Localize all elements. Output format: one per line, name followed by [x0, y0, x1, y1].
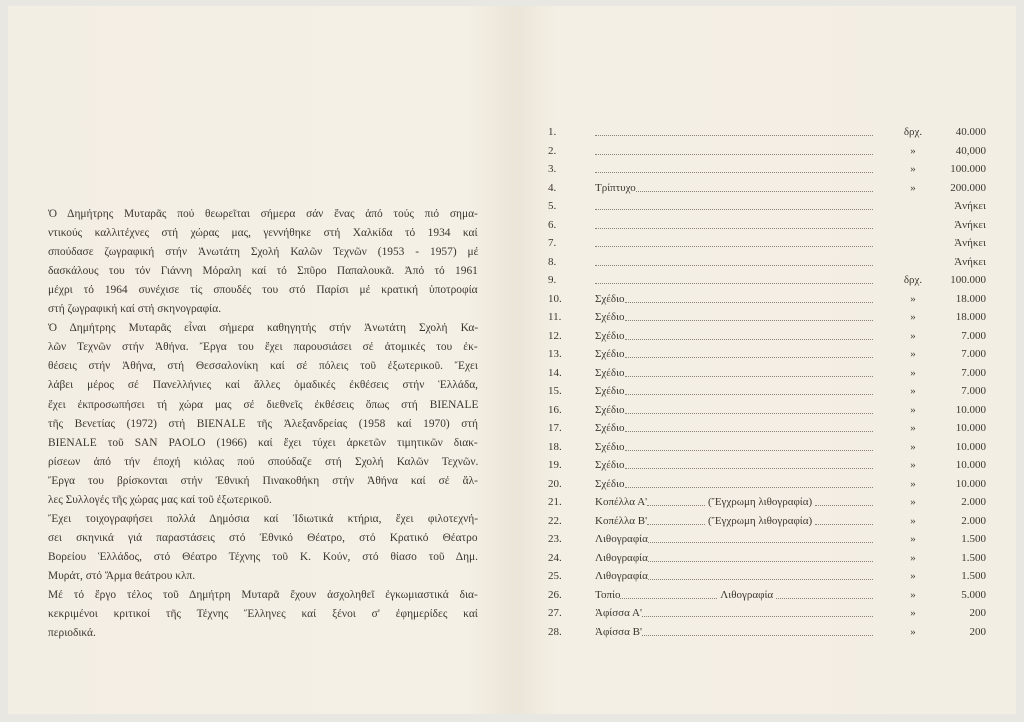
item-number: 23. — [548, 533, 562, 545]
item-description — [595, 143, 873, 155]
item-description — [595, 420, 873, 436]
price-list-row — [516, 217, 1016, 233]
item-number: 10. — [548, 292, 562, 305]
currency-label: » — [910, 385, 916, 397]
dotted-leader — [625, 383, 873, 395]
biography-line: ρίσεων ἀπό τήν ἐποχή κιόλας πού σπούδαζε στή Σχολή Καλῶν Τεχνῶν. — [48, 455, 479, 468]
item-title: Λιθογραφία — [595, 570, 648, 582]
item-price: 5.000 — [961, 588, 986, 601]
dotted-leader — [815, 513, 873, 525]
dotted-leader — [620, 587, 717, 599]
item-title: Ἀφίσσα Α' — [595, 607, 642, 619]
item-price: 7.000 — [961, 329, 986, 342]
price-list-row — [516, 494, 1016, 510]
dotted-leader — [595, 254, 873, 266]
biography-line: Ὁ Δημήτρης Μυταρᾶς πού θεωρεῖται σήμερα σάν ἕνας ἀπό τούς πιό σημα- — [48, 208, 478, 220]
currency-label: » — [910, 625, 916, 638]
item-title: Λιθογραφία — [595, 533, 648, 545]
item-description — [595, 309, 873, 325]
dotted-leader — [625, 402, 873, 414]
item-number: 4. — [548, 181, 557, 194]
dotted-leader — [595, 143, 873, 155]
currency-label: » — [910, 496, 916, 508]
biography-line: λῶν Τεχνῶν στήν Ἀθήνα. Ἔργα του ἔχει παρουσιάσει σέ ἀτομικές του ἐκ- — [48, 341, 478, 354]
item-number: 27. — [548, 607, 562, 619]
item-price: 10.000 — [955, 422, 986, 434]
price-list-row — [516, 587, 1016, 603]
item-description — [595, 161, 873, 173]
dotted-leader — [625, 365, 873, 377]
item-title: Σχέδιο — [595, 329, 625, 342]
dotted-leader — [648, 531, 873, 543]
currency-label: » — [910, 477, 916, 490]
dotted-leader — [625, 309, 873, 321]
currency-label: » — [910, 366, 916, 379]
item-price: 100.000 — [950, 274, 986, 286]
item-number: 19. — [548, 459, 562, 471]
dotted-leader — [595, 272, 873, 284]
right-page — [516, 6, 1016, 714]
item-description — [595, 272, 873, 284]
dotted-leader — [625, 291, 873, 303]
item-price: Ἀνήκει — [954, 200, 986, 212]
item-description — [595, 124, 873, 136]
item-description — [595, 217, 873, 229]
item-number: 11. — [548, 311, 562, 323]
item-description — [595, 587, 873, 603]
biography-line: ντικούς καλλιτέχνες στή χώρας μας, γεννήθηκε στή Χαλκίδα τό 1934 καί — [48, 227, 478, 240]
dotted-leader — [647, 494, 705, 506]
dotted-leader — [647, 513, 705, 525]
item-price: 1.500 — [961, 533, 986, 545]
biography-line: Ἔργα του βρίσκονται στήν Ἐθνική Πινακοθήκη στήν Ἀθήνα καί σέ ἄλ- — [48, 474, 478, 487]
price-list-row — [516, 550, 1016, 566]
biography-line: Μέ τό ἔργο τέλος τοῦ Δημήτρη Μυταρᾶ ἔχουν ἀσχοληθεῖ ἐγκωμιαστικά δια- — [48, 589, 478, 601]
item-note: Λιθογραφία — [720, 588, 774, 601]
item-price: 10.000 — [955, 403, 986, 416]
item-price: 7.000 — [961, 366, 986, 379]
item-number: 18. — [548, 440, 562, 453]
dotted-leader — [642, 624, 873, 636]
biography-line: σει σκηνικά γιά παραστάσεις στό Ἐθνικό Θέατρο, στό Κρατικό Θέατρο — [48, 531, 478, 544]
item-title: Σχέδιο — [595, 385, 625, 397]
item-price: 10.000 — [955, 477, 986, 490]
item-description — [595, 198, 873, 210]
biography-line: τῆς Βενετίας (1972) στή BIENALE τῆς Ἀλεξανδρείας (1958 καί 1970) στή — [48, 417, 478, 430]
biography-line: λάβει μέρος σέ Πανελλήνιες καί ἄλλες ὁμαδικές ἐκθέσεις στήν Ἑλλάδα, — [48, 379, 479, 392]
item-price: 1.500 — [961, 551, 986, 564]
item-number: 25. — [548, 570, 562, 582]
biography-line: ἔχει ἐκπροσωπήσει τή χώρα μας σέ διεθνεῖς ἐκθέσεις ὅπως στή BIENALE — [48, 398, 479, 411]
item-number: 16. — [548, 403, 562, 416]
dotted-leader — [595, 217, 873, 229]
item-number: 26. — [548, 588, 562, 601]
dotted-leader — [595, 161, 873, 173]
item-number: 5. — [548, 200, 557, 212]
price-list-row — [516, 161, 1016, 177]
currency-label: » — [910, 607, 916, 619]
item-price: Ἀνήκει — [954, 237, 986, 249]
item-description — [595, 550, 873, 566]
item-title: Σχέδιο — [595, 422, 625, 434]
price-list-row — [516, 254, 1016, 270]
biography-line: λες Συλλογές τῆς χώρας μας καί τοῦ ἐξωτερικοῦ. — [48, 493, 272, 506]
item-title: Ἀφίσσα Β' — [595, 625, 642, 638]
price-list-row — [516, 365, 1016, 381]
currency-label: » — [910, 588, 916, 601]
price-list-row — [516, 346, 1016, 362]
price-list-row — [516, 328, 1016, 344]
price-list-row — [516, 180, 1016, 196]
item-description — [595, 346, 873, 362]
item-title: Λιθογραφία — [595, 551, 648, 564]
currency-label: » — [910, 144, 916, 157]
item-number: 6. — [548, 218, 557, 231]
item-description — [595, 291, 873, 307]
item-number: 2. — [548, 144, 557, 157]
biography-line: σπούδασε ζωγραφική στήν Ἀνωτάτη Σχολή Καλῶν Τεχνῶν (1953 - 1957) μέ — [48, 246, 479, 259]
dotted-leader — [642, 605, 873, 617]
currency-label: » — [910, 329, 916, 342]
biography-line: BIENALE τοῦ SAN PAOLO (1966) καί ἔχει τύχει ἀρκετῶν τιμητικῶν διακ- — [48, 436, 478, 449]
currency-label: » — [910, 311, 916, 323]
item-description — [595, 605, 873, 621]
item-price: 10.000 — [955, 440, 986, 453]
item-description — [595, 494, 873, 510]
item-title: Σχέδιο — [595, 348, 625, 360]
item-note: (Ἔγχρωμη λιθογραφία) — [707, 496, 813, 508]
item-price: 18.000 — [955, 311, 986, 323]
price-list-row — [516, 420, 1016, 436]
item-number: 15. — [548, 385, 562, 397]
biography-line: δασκάλους του τόν Γιάννη Μόραλη καί τό Σπῦρο Παπαλουκᾶ. Ἀπό τό 1961 — [48, 265, 478, 278]
biography-line: στή ζωγραφική καί στή σκηνογραφία. — [48, 303, 222, 316]
item-number: 3. — [548, 163, 557, 175]
dotted-leader — [776, 587, 873, 599]
item-description — [595, 513, 873, 529]
price-list-row — [516, 309, 1016, 325]
currency-label: δρχ. — [903, 126, 923, 138]
item-price: 1.500 — [961, 570, 986, 582]
item-title: Σχέδιο — [595, 403, 625, 416]
item-title: Κοπέλλα Α' — [595, 496, 648, 508]
currency-label: δρχ. — [903, 274, 923, 286]
item-description — [595, 365, 873, 381]
item-title: Σχέδιο — [595, 477, 625, 490]
item-price: 40.000 — [955, 126, 986, 138]
price-list-row — [516, 143, 1016, 159]
item-title: Τοπίο — [595, 588, 621, 601]
item-price: 10.000 — [955, 459, 986, 471]
item-number: 17. — [548, 422, 562, 434]
item-title: Τρίπτυχο — [595, 181, 636, 194]
item-price: 200 — [969, 625, 986, 638]
price-list-row — [516, 198, 1016, 214]
biography-line: κεκριμένοι κριτικοί τῆς Τέχνης Ἕλληνες καί ξένοι σ' ἐφημερίδες καί — [48, 608, 478, 621]
item-number: 24. — [548, 551, 562, 564]
item-description — [595, 383, 873, 399]
item-description — [595, 235, 873, 247]
biography-line: θέσεις στήν Ἀθήνα, στή Θεσσαλονίκη καί σέ πόλεις τοῦ ἐξωτερικοῦ. Ἔχει — [48, 360, 478, 373]
item-description — [595, 254, 873, 266]
biography-line: Μυράτ, στό Ἅρμα θεάτρου κλπ. — [48, 569, 196, 582]
item-note: (Ἔγχρωμη λιθογραφία) — [707, 514, 813, 527]
currency-label: » — [910, 348, 916, 360]
item-price: 200.000 — [950, 181, 986, 194]
biography-line: Ὁ Δημήτρης Μυταρᾶς εἶναι σήμερα καθηγητής στήν Ἀνωτάτη Σχολή Κα- — [48, 322, 479, 335]
price-list-row — [516, 383, 1016, 399]
dotted-leader — [625, 476, 873, 488]
dotted-leader — [636, 180, 873, 192]
currency-label: » — [910, 422, 916, 434]
price-list-row — [516, 235, 1016, 251]
item-price: 40,000 — [955, 144, 986, 157]
currency-label: » — [910, 403, 916, 416]
item-number: 28. — [548, 625, 562, 638]
currency-label: » — [910, 292, 916, 305]
item-description — [595, 180, 873, 196]
item-description — [595, 624, 873, 640]
item-description — [595, 328, 873, 344]
biography-line: περιοδικά. — [48, 627, 96, 640]
dotted-leader — [625, 439, 873, 451]
currency-label: » — [910, 459, 916, 471]
item-title: Σχέδιο — [595, 366, 625, 379]
price-list-row — [516, 439, 1016, 455]
dotted-leader — [595, 198, 873, 210]
item-number: 7. — [548, 237, 557, 249]
item-number: 13. — [548, 348, 562, 360]
item-price: 100.000 — [950, 163, 986, 175]
item-number: 22. — [548, 514, 562, 527]
price-list-row — [516, 476, 1016, 492]
currency-label: » — [910, 181, 916, 194]
left-page — [8, 6, 515, 714]
price-list-row — [516, 457, 1016, 473]
item-price: 200 — [969, 607, 986, 619]
currency-label: » — [910, 440, 916, 453]
item-price: 2.000 — [961, 514, 986, 527]
item-price: Ἀνήκει — [954, 255, 986, 268]
dotted-leader — [815, 494, 873, 506]
dotted-leader — [648, 568, 873, 580]
item-description — [595, 531, 873, 547]
price-list-row — [516, 513, 1016, 529]
price-list-row — [516, 568, 1016, 584]
dotted-leader — [595, 235, 873, 247]
dotted-leader — [595, 124, 873, 136]
currency-label: » — [910, 551, 916, 564]
item-number: 8. — [548, 255, 557, 268]
item-number: 9. — [548, 274, 557, 286]
item-price: 7.000 — [961, 385, 986, 397]
dotted-leader — [625, 328, 873, 340]
item-price: Ἀνήκει — [954, 218, 986, 231]
currency-label: » — [910, 163, 916, 175]
item-number: 20. — [548, 477, 562, 490]
currency-label: » — [910, 514, 916, 527]
item-title: Σχέδιο — [595, 459, 625, 471]
item-description — [595, 457, 873, 473]
item-price: 2.000 — [961, 496, 986, 508]
item-description — [595, 402, 873, 418]
price-list-row — [516, 124, 1016, 140]
dotted-leader — [625, 420, 873, 432]
dotted-leader — [648, 550, 873, 562]
item-price: 7.000 — [961, 348, 986, 360]
item-number: 1. — [548, 126, 557, 138]
price-list-row — [516, 272, 1016, 288]
item-description — [595, 476, 873, 492]
biography-line: Βορείου Ἑλλάδος, στό Θέατρο Τέχνης τοῦ Κ. Κούν, στό θίασο τοῦ Δημ. — [48, 550, 479, 563]
item-description — [595, 568, 873, 584]
price-list-row — [516, 531, 1016, 547]
price-list-row — [516, 624, 1016, 640]
currency-label: » — [910, 533, 916, 545]
biography-line: μέχρι τό 1964 συνέχισε τίς σπουδές του στό Παρίσι μέ κρατική ὑποτροφία — [48, 284, 478, 297]
dotted-leader — [625, 346, 873, 358]
dotted-leader — [625, 457, 873, 469]
item-number: 12. — [548, 329, 562, 342]
item-price: 18.000 — [955, 292, 986, 305]
item-number: 21. — [548, 496, 562, 508]
biography-line: Ἔχει τοιχογραφήσει πολλά Δημόσια καί Ἰδιωτικά κτήρια, ἔχει φιλοτεχνή- — [48, 512, 479, 525]
price-list-row — [516, 402, 1016, 418]
price-list-row — [516, 291, 1016, 307]
item-title: Σχέδιο — [595, 292, 625, 305]
item-number: 14. — [548, 366, 562, 379]
item-description — [595, 439, 873, 455]
price-list-row — [516, 605, 1016, 621]
item-title: Σχέδιο — [595, 311, 625, 323]
currency-label: » — [910, 570, 916, 582]
item-title: Κοπέλλα Β' — [595, 514, 648, 527]
item-title: Σχέδιο — [595, 440, 625, 453]
